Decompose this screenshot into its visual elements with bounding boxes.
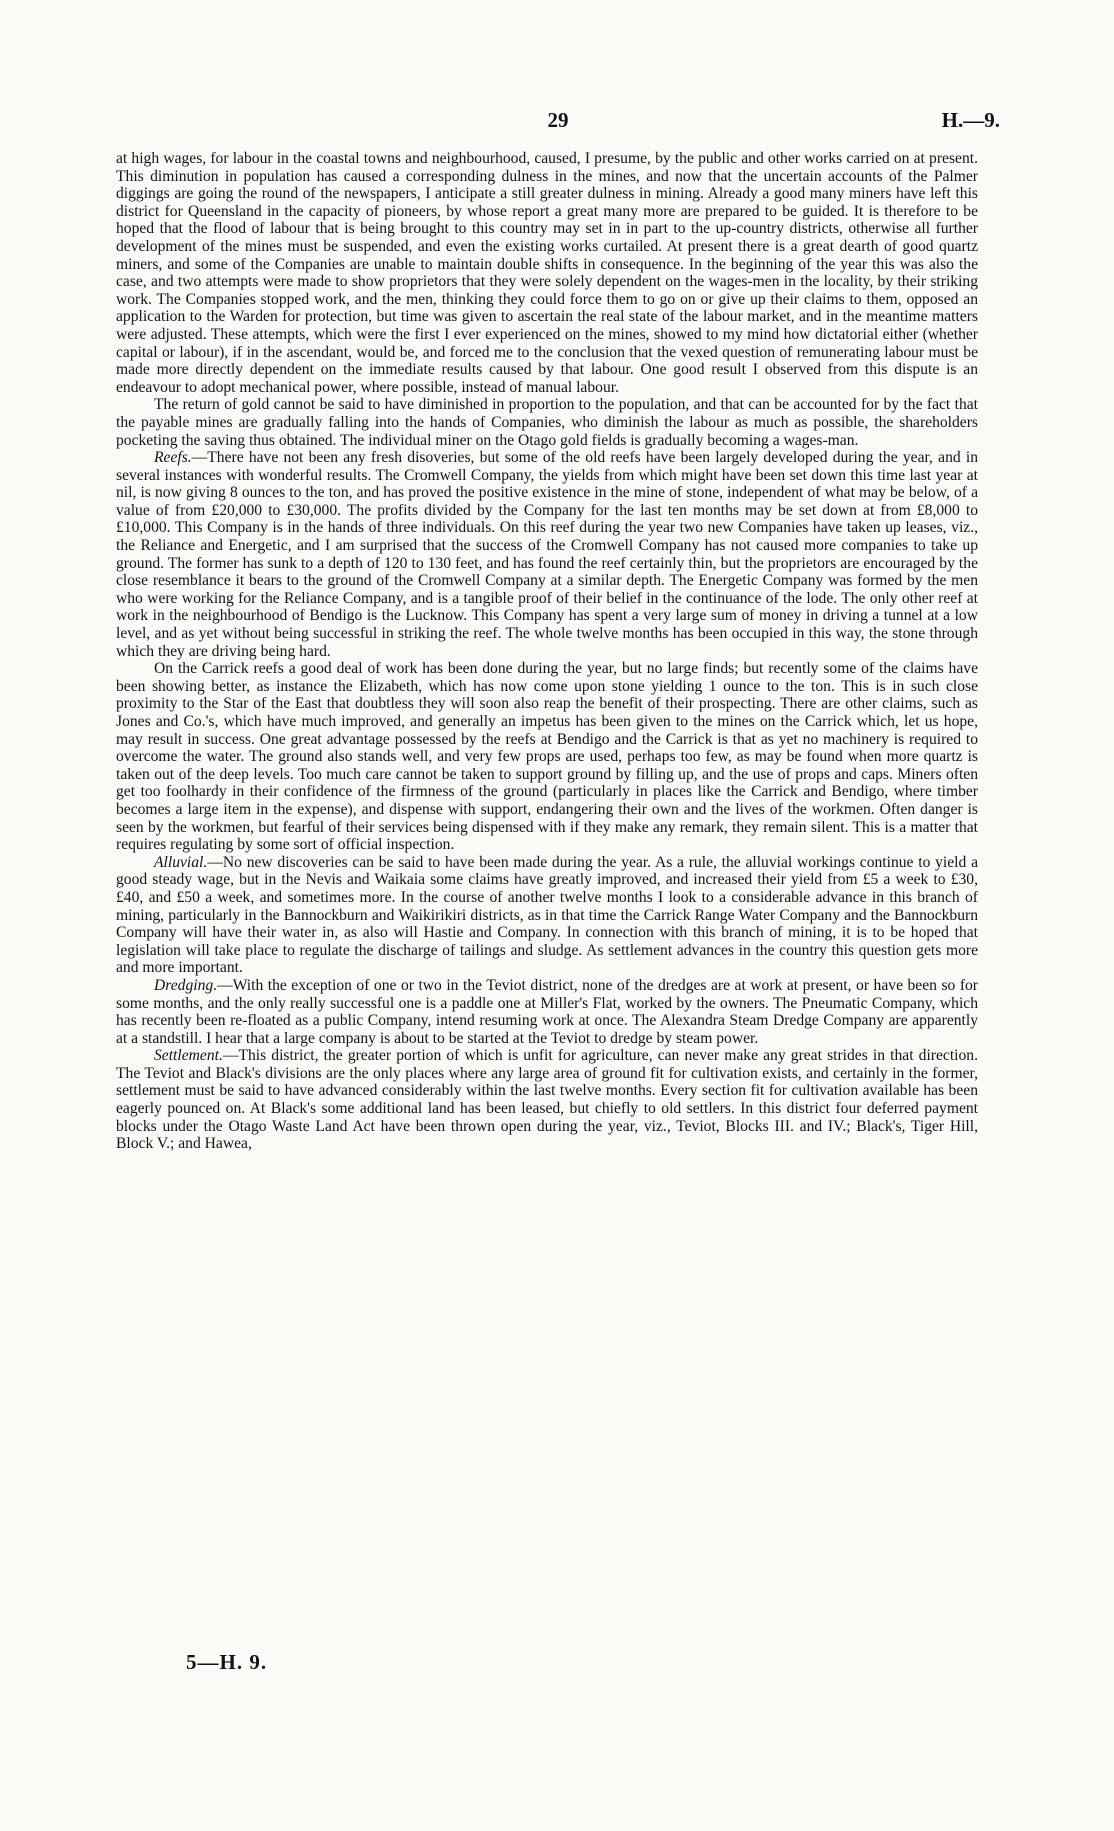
section-heading-reefs: Reefs.: [154, 449, 192, 467]
page-number: 29: [547, 108, 569, 132]
section-settlement: [116, 1047, 978, 1153]
page-header: [116, 108, 1000, 138]
document-reference: H.—9.: [941, 108, 1000, 132]
section-reefs: [116, 449, 978, 660]
section-text-reefs: —There have not been any fresh disoveries, but some of the old reefs have been largely developed during the year, and in several instances with wonderful results. The Cromwell Company, the yields from which might have been set down this time last year at nil, is now giving 8 ounces to the ton, and has proved the positive existence in the mine of stone, independent of what may be below, of a value of from £20,000 to £30,000. The profits divided by the Company for the last ten months may be set down at from £8,000 to £10,000. This Company is in the hands of three individuals. On this reef during the year two new Companies have taken up leases, viz., the Reliance and Energetic, and I am surprised that the success of the Cromwell Company has not caused more companies to take up ground. The former has sunk to a depth of 120 to 130 feet, and has found the reef certainly thin, but the proprietors are encouraged by the close resemblance it bears to the ground of the Cromwell Company at a similar depth. The Energetic Company was formed by the men who were working for the Reliance Company, and is a tangible proof of their belief in the continuance of the lode. The only other reef at work in the neighbourhood of Bendigo is the Lucknow. This Company has spent a very large sum of money in driving a tunnel at a low level, and as yet without being successful in striking the reef. The whole twelve months has been occupied in this way, the stone through which they are driving being hard.: [116, 449, 978, 660]
section-heading-settlement: Settlement.: [154, 1047, 223, 1065]
section-text-alluvial: —No new discoveries can be said to have been made during the year. As a rule, the alluvial workings continue to yield a good steady wage, but in the Nevis and Waikaia some claims have greatly improved, and increased their yield from £5 a week to £30, £40, and £50 a week, and sometimes more. In the course of another twelve months I look to a considerable advance in this branch of mining, particularly in the Bannockburn and Waikirikiri districts, as in that time the Carrick Range Water Company and the Bannockburn Company will have their water in, as also will Hastie and Company. In connection with this branch of mining, it is to be hoped that legislation will take place to regulate the discharge of tailings and sludge. As settlement advances in the country this question gets more and more important.: [116, 853, 978, 977]
section-heading-dredging: Dredging.: [154, 976, 218, 994]
body-text: [116, 150, 978, 1153]
section-heading-alluvial: Alluvial.: [154, 853, 208, 871]
paragraph-labour: at high wages, for labour in the coastal towns and neighbourhood, caused, I presume, by the public and other works carried on at present. This diminution in population has caused a corresponding dulness in the mines, and now that the uncertain accounts of the Palmer diggings are going the round of the newspapers, I anticipate a still greater dulness in mining. Already a good many miners have left this district for Queensland in the capacity of pioneers, by whose report a great many more are prepared to be guided. It is therefore to be hoped that the flood of labour that is being brought to this country may set in in part to the up-country districts, otherwise all further development of the mines must be suspended, and even the existing works curtailed. At present there is a great dearth of good quartz miners, and some of the Companies are unable to maintain double shifts in consequence. In the beginning of the year this was also the case, and two attempts were made to show proprietors that they were solely dependent on the wages-men in the locality, by their striking work. The Companies stopped work, and the men, thinking they could force them to go on or give up their claims to them, opposed an application to the Warden for protection, but time was given to ascertain the real state of the labour market, and in the meantime matters were adjusted. These attempts, which were the first I ever experienced on the mines, showed to my mind how dictatorial either (whether capital or labour), if in the ascendant, would be, and forced me to the conclusion that the vexed question of remunerating labour must be made more directly dependent on the immediate results caused by that labour. One good result I observed from this dispute is an endeavour to adopt mechanical power, where possible, instead of manual labour.: [116, 150, 978, 396]
paragraph-carrick: On the Carrick reefs a good deal of work has been done during the year, but no large finds; but recently some of the claims have been showing better, as instance the Elizabeth, which has now come upon stone yielding 1 ounce to the ton. This is in such close proximity to the Star of the East that doubtless they will soon also reap the benefit of their prospecting. There are other claims, such as Jones and Co.'s, which have much improved, and generally an impetus has been given to the mines on the Carrick which, let us hope, may result in success. One great advantage possessed by the reefs at Bendigo and the Carrick is that as yet no machinery is required to overcome the water. The ground also stands well, and very few props are used, perhaps too few, as may be found when more quartz is taken out of the deep levels. Too much care cannot be taken to support ground by filling up, and the use of props and caps. Miners often get too foolhardy in their confidence of the firmness of the ground (particularly in places like the Carrick and Bendigo, where timber becomes a large item in the expense), and dispense with support, endangering their own and the lives of the workmen. Often danger is seen by the workmen, but fearful of their services being dispensed with if they make any remark, they remain silent. This is a matter that requires regulating by some sort of official inspection.: [116, 660, 978, 854]
section-dredging: [116, 977, 978, 1047]
paragraph-gold-return: The return of gold cannot be said to have diminished in proportion to the population, and that can be accounted for by the fact that the payable mines are gradually falling into the hands of Companies, who diminish the labour as much as possible, the shareholders pocketing the saving thus obtained. The individual miner on the Otago gold fields is gradually becoming a wages-man.: [116, 396, 978, 449]
section-text-dredging: —With the exception of one or two in the Teviot district, none of the dredges are at work at present, or have been so for some months, and the only really successful one is a paddle one at Miller's Flat, worked by the owners. The Pneumatic Company, which has recently been re-floated as a public Company, intend resuming work at once. The Alexandra Steam Dredge Company are apparently at a standstill. I hear that a large company is about to be started at the Teviot to dredge by steam power.: [116, 976, 978, 1047]
signature-mark: 5—H. 9.: [186, 1650, 268, 1674]
section-text-settlement: —This district, the greater portion of which is unfit for agriculture, can never make any great strides in that direction. The Teviot and Black's divisions are the only places where any large area of ground fit for cultivation exists, and certainly in the former, settlement must be said to have advanced considerably within the last twelve months. Every section fit for cultivation available has been eagerly pounced on. At Black's some additional land has been leased, but chiefly to old settlers. In this district four deferred payment blocks under the Otago Waste Land Act have been thrown open during the year, viz., Teviot, Blocks III. and IV.; Black's, Tiger Hill, Block V.; and Hawea,: [116, 1047, 978, 1153]
section-alluvial: [116, 854, 978, 977]
